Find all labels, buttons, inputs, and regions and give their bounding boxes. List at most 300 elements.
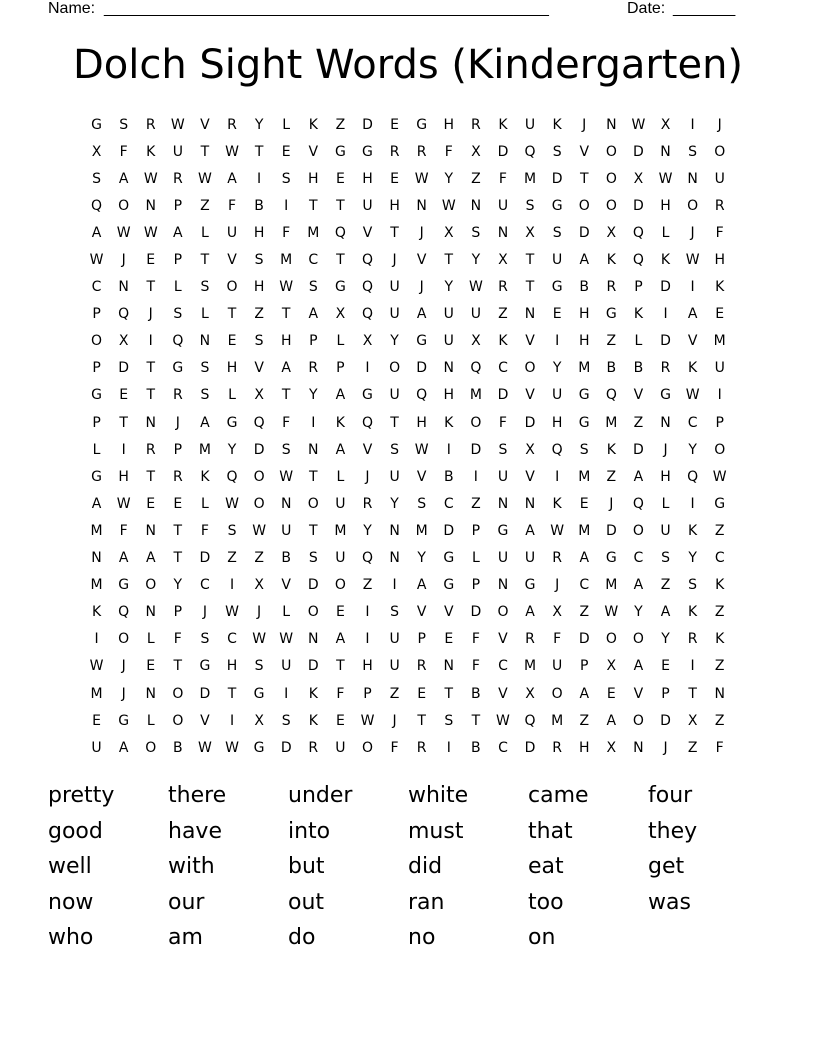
grid-letter[interactable]: V <box>498 631 508 648</box>
grid-letter[interactable]: G <box>226 414 238 431</box>
grid-letter[interactable]: R <box>172 468 183 485</box>
grid-letter[interactable]: L <box>336 333 345 350</box>
grid-letter[interactable]: M <box>605 577 618 594</box>
grid-letter[interactable]: S <box>688 143 698 160</box>
grid-letter[interactable]: J <box>582 116 587 133</box>
grid-letter[interactable]: Y <box>688 441 697 458</box>
grid-letter[interactable]: O <box>118 631 130 648</box>
grid-letter[interactable]: H <box>389 197 400 214</box>
grid-letter[interactable]: D <box>578 224 590 241</box>
grid-letter[interactable]: E <box>146 252 156 269</box>
grid-letter[interactable]: W <box>685 252 700 269</box>
grid-letter[interactable]: J <box>392 712 397 729</box>
grid-letter[interactable]: D <box>443 522 455 539</box>
grid-letter[interactable]: O <box>632 631 644 648</box>
grid-letter[interactable]: C <box>227 631 237 648</box>
grid-letter[interactable]: F <box>444 143 453 160</box>
grid-letter[interactable]: J <box>663 441 668 458</box>
grid-letter[interactable]: D <box>633 143 644 160</box>
grid-letter[interactable]: G <box>497 522 509 539</box>
grid-letter[interactable]: M <box>90 577 103 594</box>
grid-letter[interactable]: O <box>172 685 184 702</box>
grid-letter[interactable]: I <box>555 333 560 350</box>
grid-letter[interactable]: I <box>284 197 289 214</box>
grid-letter[interactable]: N <box>145 414 156 431</box>
grid-letter[interactable]: X <box>471 143 481 160</box>
grid-letter[interactable]: G <box>524 577 536 594</box>
grid-letter[interactable]: O <box>632 522 644 539</box>
grid-letter[interactable]: X <box>254 577 264 594</box>
grid-letter[interactable]: K <box>200 468 210 485</box>
grid-letter[interactable]: O <box>470 414 482 431</box>
grid-letter[interactable]: M <box>469 387 482 404</box>
grid-letter[interactable]: V <box>362 224 373 241</box>
grid-letter[interactable]: H <box>443 387 455 404</box>
grid-letter[interactable]: Y <box>390 333 399 350</box>
grid-letter[interactable]: J <box>690 224 695 241</box>
grid-letter[interactable]: F <box>715 224 724 241</box>
grid-letter[interactable]: J <box>148 306 153 323</box>
grid-letter[interactable]: Z <box>200 197 210 214</box>
grid-letter[interactable]: I <box>446 441 451 458</box>
grid-letter[interactable]: V <box>200 116 210 133</box>
grid-letter[interactable]: A <box>660 604 671 621</box>
grid-letter[interactable]: T <box>146 360 156 377</box>
grid-letter[interactable]: F <box>119 143 128 160</box>
grid-letter[interactable]: Z <box>660 577 671 594</box>
grid-letter[interactable]: P <box>417 631 426 648</box>
grid-letter[interactable]: P <box>363 685 372 702</box>
grid-letter[interactable]: S <box>308 550 318 567</box>
grid-letter[interactable]: N <box>416 197 427 214</box>
grid-letter[interactable]: V <box>254 360 264 377</box>
grid-letter[interactable]: Z <box>227 550 237 567</box>
grid-letter[interactable]: H <box>226 658 238 675</box>
grid-letter[interactable]: F <box>336 685 345 702</box>
grid-letter[interactable]: A <box>579 550 590 567</box>
grid-letter[interactable]: Q <box>632 495 644 512</box>
grid-letter[interactable]: T <box>525 279 535 296</box>
grid-letter[interactable]: V <box>498 685 508 702</box>
grid-letter[interactable]: D <box>416 360 428 377</box>
grid-letter[interactable]: I <box>311 414 316 431</box>
grid-letter[interactable]: I <box>663 306 668 323</box>
grid-letter[interactable]: Q <box>605 387 617 404</box>
grid-letter[interactable]: F <box>715 739 724 756</box>
grid-letter[interactable]: C <box>91 279 102 296</box>
grid-letter[interactable]: G <box>91 468 102 485</box>
grid-letter[interactable]: D <box>280 739 292 756</box>
grid-letter[interactable]: Y <box>254 116 264 133</box>
grid-letter[interactable]: T <box>336 197 345 214</box>
grid-letter[interactable]: T <box>336 252 345 269</box>
grid-letter[interactable]: G <box>443 550 455 567</box>
grid-letter[interactable]: N <box>280 495 292 512</box>
grid-letter[interactable]: V <box>416 604 427 621</box>
grid-letter[interactable]: N <box>145 197 156 214</box>
grid-letter[interactable]: I <box>690 658 695 675</box>
grid-letter[interactable]: L <box>201 495 209 512</box>
grid-letter[interactable]: G <box>118 577 130 594</box>
grid-letter[interactable]: G <box>416 333 428 350</box>
grid-letter[interactable]: A <box>335 387 346 404</box>
grid-letter[interactable]: U <box>552 252 563 269</box>
grid-letter[interactable]: C <box>633 550 644 567</box>
grid-letter[interactable]: S <box>254 333 264 350</box>
grid-letter[interactable]: I <box>284 685 289 702</box>
grid-letter[interactable]: S <box>119 116 129 133</box>
grid-letter[interactable]: W <box>198 739 212 756</box>
grid-letter[interactable]: W <box>143 224 158 241</box>
grid-letter[interactable]: V <box>525 387 535 404</box>
grid-letter[interactable]: W <box>89 658 104 675</box>
grid-letter[interactable]: W <box>631 116 646 133</box>
grid-letter[interactable]: Y <box>471 252 481 269</box>
grid-letter[interactable]: S <box>200 360 210 377</box>
grid-letter[interactable]: N <box>145 604 156 621</box>
grid-letter[interactable]: J <box>202 604 207 621</box>
grid-letter[interactable]: H <box>416 414 427 431</box>
grid-letter[interactable]: E <box>335 604 345 621</box>
grid-letter[interactable]: N <box>145 685 156 702</box>
grid-letter[interactable]: S <box>525 197 535 214</box>
grid-letter[interactable]: L <box>173 279 182 296</box>
grid-letter[interactable]: Z <box>687 739 698 756</box>
date-field-line[interactable]: _______ <box>673 0 736 17</box>
grid-letter[interactable]: G <box>551 197 563 214</box>
grid-letter[interactable]: U <box>362 197 373 214</box>
grid-letter[interactable]: V <box>227 252 237 269</box>
grid-letter[interactable]: X <box>91 143 102 160</box>
grid-letter[interactable]: X <box>254 387 264 404</box>
grid-letter[interactable]: F <box>282 414 291 431</box>
grid-letter[interactable]: L <box>282 116 291 133</box>
grid-letter[interactable]: T <box>390 414 399 431</box>
grid-letter[interactable]: U <box>389 306 400 323</box>
grid-letter[interactable]: U <box>497 197 509 214</box>
grid-letter[interactable]: V <box>633 387 644 404</box>
grid-letter[interactable]: J <box>257 604 262 621</box>
grid-letter[interactable]: O <box>361 739 373 756</box>
grid-letter[interactable]: G <box>362 143 373 160</box>
grid-letter[interactable]: T <box>579 170 589 187</box>
grid-letter[interactable]: K <box>444 414 454 431</box>
grid-letter[interactable]: F <box>390 739 399 756</box>
grid-letter[interactable]: D <box>307 577 319 594</box>
grid-letter[interactable]: P <box>661 685 670 702</box>
grid-letter[interactable]: A <box>606 712 617 729</box>
grid-letter[interactable]: R <box>227 116 237 133</box>
grid-letter[interactable]: P <box>309 333 318 350</box>
grid-letter[interactable]: B <box>579 279 590 296</box>
grid-letter[interactable]: S <box>688 577 698 594</box>
grid-letter[interactable]: C <box>498 739 508 756</box>
grid-letter[interactable]: X <box>525 441 535 458</box>
grid-letter[interactable]: K <box>308 116 318 133</box>
grid-letter[interactable]: I <box>365 604 370 621</box>
grid-letter[interactable]: I <box>94 631 99 648</box>
grid-letter[interactable]: D <box>660 712 671 729</box>
grid-letter[interactable]: A <box>145 550 156 567</box>
grid-letter[interactable]: L <box>201 224 209 241</box>
grid-letter[interactable]: X <box>606 739 617 756</box>
grid-letter[interactable]: P <box>173 604 183 621</box>
name-field-line[interactable]: __________________________________________________ <box>104 0 549 17</box>
grid-letter[interactable]: A <box>687 306 698 323</box>
grid-letter[interactable]: W <box>198 170 212 187</box>
grid-letter[interactable]: K <box>606 252 616 269</box>
grid-letter[interactable]: A <box>118 170 129 187</box>
grid-letter[interactable]: J <box>365 468 370 485</box>
grid-letter[interactable]: E <box>146 658 156 675</box>
grid-letter[interactable]: A <box>525 522 535 539</box>
grid-letter[interactable]: L <box>471 550 480 567</box>
grid-letter[interactable]: W <box>496 712 510 729</box>
grid-letter[interactable]: R <box>687 631 698 648</box>
grid-letter[interactable]: Z <box>714 522 725 539</box>
grid-letter[interactable]: N <box>524 495 536 512</box>
grid-letter[interactable]: K <box>715 279 725 296</box>
grid-letter[interactable]: Q <box>416 387 428 404</box>
grid-letter[interactable]: E <box>335 712 345 729</box>
grid-letter[interactable]: J <box>717 116 722 133</box>
grid-letter[interactable]: T <box>309 197 318 214</box>
grid-letter[interactable]: Q <box>118 604 130 621</box>
grid-letter[interactable]: Z <box>579 604 590 621</box>
grid-letter[interactable]: H <box>308 170 319 187</box>
grid-letter[interactable]: J <box>663 739 668 756</box>
grid-letter[interactable]: E <box>606 685 616 702</box>
grid-letter[interactable]: T <box>309 522 318 539</box>
grid-letter[interactable]: N <box>497 224 509 241</box>
grid-letter[interactable]: M <box>605 414 618 431</box>
grid-letter[interactable]: E <box>390 170 399 187</box>
grid-letter[interactable]: M <box>307 224 320 241</box>
grid-letter[interactable]: D <box>551 170 563 187</box>
grid-letter[interactable]: W <box>414 170 429 187</box>
grid-letter[interactable]: S <box>200 631 210 648</box>
grid-letter[interactable]: Q <box>361 306 373 323</box>
grid-letter[interactable]: U <box>281 658 292 675</box>
grid-letter[interactable]: X <box>335 306 346 323</box>
grid-letter[interactable]: D <box>524 414 536 431</box>
grid-letter[interactable]: G <box>578 387 590 404</box>
grid-letter[interactable]: A <box>173 224 183 241</box>
grid-letter[interactable]: S <box>552 224 562 241</box>
grid-letter[interactable]: A <box>281 360 291 377</box>
grid-letter[interactable]: D <box>362 116 373 133</box>
grid-letter[interactable]: W <box>116 224 131 241</box>
grid-letter[interactable]: W <box>225 739 239 756</box>
grid-letter[interactable]: B <box>443 468 454 485</box>
grid-letter[interactable]: D <box>660 333 671 350</box>
grid-letter[interactable]: X <box>552 604 562 621</box>
grid-letter[interactable]: Q <box>361 414 373 431</box>
grid-letter[interactable]: H <box>578 306 590 323</box>
grid-letter[interactable]: D <box>605 522 617 539</box>
grid-letter[interactable]: C <box>443 495 454 512</box>
grid-letter[interactable]: V <box>687 333 698 350</box>
grid-letter[interactable]: D <box>253 441 265 458</box>
grid-letter[interactable]: O <box>253 495 265 512</box>
grid-letter[interactable]: U <box>335 739 346 756</box>
grid-letter[interactable]: Z <box>714 712 725 729</box>
grid-letter[interactable]: V <box>579 143 590 160</box>
grid-letter[interactable]: Y <box>309 387 318 404</box>
grid-letter[interactable]: Z <box>714 658 725 675</box>
grid-letter[interactable]: Z <box>254 550 264 567</box>
grid-letter[interactable]: G <box>605 306 617 323</box>
grid-letter[interactable]: X <box>660 116 671 133</box>
grid-letter[interactable]: N <box>660 414 671 431</box>
grid-letter[interactable]: D <box>633 441 644 458</box>
grid-letter[interactable]: O <box>714 441 726 458</box>
grid-letter[interactable]: V <box>416 468 427 485</box>
grid-letter[interactable]: C <box>714 550 725 567</box>
grid-letter[interactable]: J <box>419 279 424 296</box>
grid-letter[interactable]: G <box>91 387 102 404</box>
grid-letter[interactable]: G <box>660 387 671 404</box>
grid-letter[interactable]: J <box>392 252 397 269</box>
grid-letter[interactable]: S <box>390 441 400 458</box>
grid-letter[interactable]: H <box>280 333 292 350</box>
grid-letter[interactable]: X <box>525 224 535 241</box>
grid-letter[interactable]: E <box>579 495 589 512</box>
grid-letter[interactable]: S <box>200 387 210 404</box>
grid-letter[interactable]: E <box>146 495 156 512</box>
grid-letter[interactable]: Y <box>661 631 670 648</box>
grid-letter[interactable]: A <box>633 658 644 675</box>
grid-letter[interactable]: K <box>688 604 698 621</box>
grid-letter[interactable]: H <box>253 279 265 296</box>
grid-letter[interactable]: X <box>525 685 535 702</box>
grid-letter[interactable]: E <box>552 306 562 323</box>
grid-letter[interactable]: B <box>606 360 617 377</box>
grid-letter[interactable]: I <box>257 170 262 187</box>
grid-letter[interactable]: T <box>173 522 183 539</box>
grid-letter[interactable]: P <box>92 306 101 323</box>
grid-letter[interactable]: S <box>254 252 264 269</box>
grid-letter[interactable]: L <box>228 387 236 404</box>
grid-letter[interactable]: Q <box>334 224 346 241</box>
grid-letter[interactable]: F <box>282 224 291 241</box>
grid-letter[interactable]: E <box>227 333 237 350</box>
grid-letter[interactable]: X <box>362 333 373 350</box>
grid-letter[interactable]: E <box>390 116 399 133</box>
grid-letter[interactable]: U <box>524 116 536 133</box>
grid-letter[interactable]: S <box>417 495 427 512</box>
grid-letter[interactable]: W <box>170 116 185 133</box>
grid-letter[interactable]: R <box>416 739 427 756</box>
grid-letter[interactable]: W <box>712 468 727 485</box>
grid-letter[interactable]: U <box>335 495 346 512</box>
grid-letter[interactable]: N <box>91 550 102 567</box>
grid-letter[interactable]: H <box>578 333 590 350</box>
grid-letter[interactable]: H <box>362 658 373 675</box>
grid-letter[interactable]: U <box>552 658 563 675</box>
grid-letter[interactable]: Q <box>91 197 103 214</box>
grid-letter[interactable]: S <box>281 441 291 458</box>
grid-letter[interactable]: E <box>335 170 345 187</box>
grid-letter[interactable]: V <box>308 143 319 160</box>
grid-letter[interactable]: O <box>524 360 536 377</box>
grid-letter[interactable]: R <box>660 360 671 377</box>
grid-letter[interactable]: Q <box>361 550 373 567</box>
grid-letter[interactable]: J <box>121 685 126 702</box>
grid-letter[interactable]: B <box>471 685 481 702</box>
grid-letter[interactable]: X <box>443 224 454 241</box>
grid-letter[interactable]: K <box>91 604 102 621</box>
grid-letter[interactable]: Q <box>687 468 699 485</box>
grid-letter[interactable]: T <box>309 468 318 485</box>
grid-letter[interactable]: O <box>497 604 509 621</box>
grid-letter[interactable]: L <box>661 224 670 241</box>
grid-letter[interactable]: V <box>443 604 454 621</box>
grid-letter[interactable]: R <box>362 495 373 512</box>
grid-letter[interactable]: A <box>308 306 319 323</box>
grid-letter[interactable]: H <box>226 360 238 377</box>
grid-letter[interactable]: S <box>200 279 210 296</box>
grid-letter[interactable]: P <box>634 279 643 296</box>
grid-letter[interactable]: V <box>525 333 535 350</box>
grid-letter[interactable]: Z <box>471 170 481 187</box>
grid-letter[interactable]: T <box>254 143 264 160</box>
grid-letter[interactable]: A <box>335 631 346 648</box>
grid-letter[interactable]: P <box>336 360 345 377</box>
grid-letter[interactable]: A <box>118 739 129 756</box>
grid-letter[interactable]: Y <box>444 279 454 296</box>
grid-letter[interactable]: U <box>91 739 102 756</box>
grid-letter[interactable]: S <box>579 441 589 458</box>
grid-letter[interactable]: Z <box>471 495 481 512</box>
grid-letter[interactable]: S <box>661 550 670 567</box>
grid-letter[interactable]: G <box>334 143 346 160</box>
grid-letter[interactable]: K <box>715 631 725 648</box>
grid-letter[interactable]: K <box>606 441 616 458</box>
grid-letter[interactable]: Q <box>172 333 184 350</box>
grid-letter[interactable]: M <box>90 522 103 539</box>
grid-letter[interactable]: Z <box>606 333 617 350</box>
grid-letter[interactable]: M <box>334 522 347 539</box>
grid-letter[interactable]: C <box>308 252 319 269</box>
grid-letter[interactable]: G <box>551 279 563 296</box>
grid-letter[interactable]: H <box>660 468 671 485</box>
grid-letter[interactable]: Q <box>524 143 536 160</box>
grid-letter[interactable]: I <box>555 468 560 485</box>
grid-letter[interactable]: R <box>525 631 535 648</box>
grid-letter[interactable]: T <box>119 414 128 431</box>
grid-letter[interactable]: A <box>579 252 590 269</box>
grid-letter[interactable]: W <box>468 279 483 296</box>
grid-letter[interactable]: N <box>389 522 400 539</box>
grid-letter[interactable]: C <box>498 658 508 675</box>
grid-letter[interactable]: X <box>606 658 617 675</box>
grid-letter[interactable]: O <box>389 360 401 377</box>
grid-letter[interactable]: W <box>658 170 673 187</box>
grid-letter[interactable]: R <box>145 116 156 133</box>
grid-letter[interactable]: O <box>253 468 265 485</box>
grid-letter[interactable]: I <box>229 712 235 729</box>
grid-letter[interactable]: S <box>498 441 508 458</box>
grid-letter[interactable]: U <box>443 306 454 323</box>
grid-letter[interactable]: P <box>471 577 481 594</box>
grid-letter[interactable]: X <box>118 333 129 350</box>
grid-letter[interactable]: W <box>252 522 267 539</box>
grid-letter[interactable]: O <box>605 631 617 648</box>
grid-letter[interactable]: O <box>145 577 157 594</box>
grid-letter[interactable]: S <box>227 522 237 539</box>
grid-letter[interactable]: U <box>335 550 346 567</box>
